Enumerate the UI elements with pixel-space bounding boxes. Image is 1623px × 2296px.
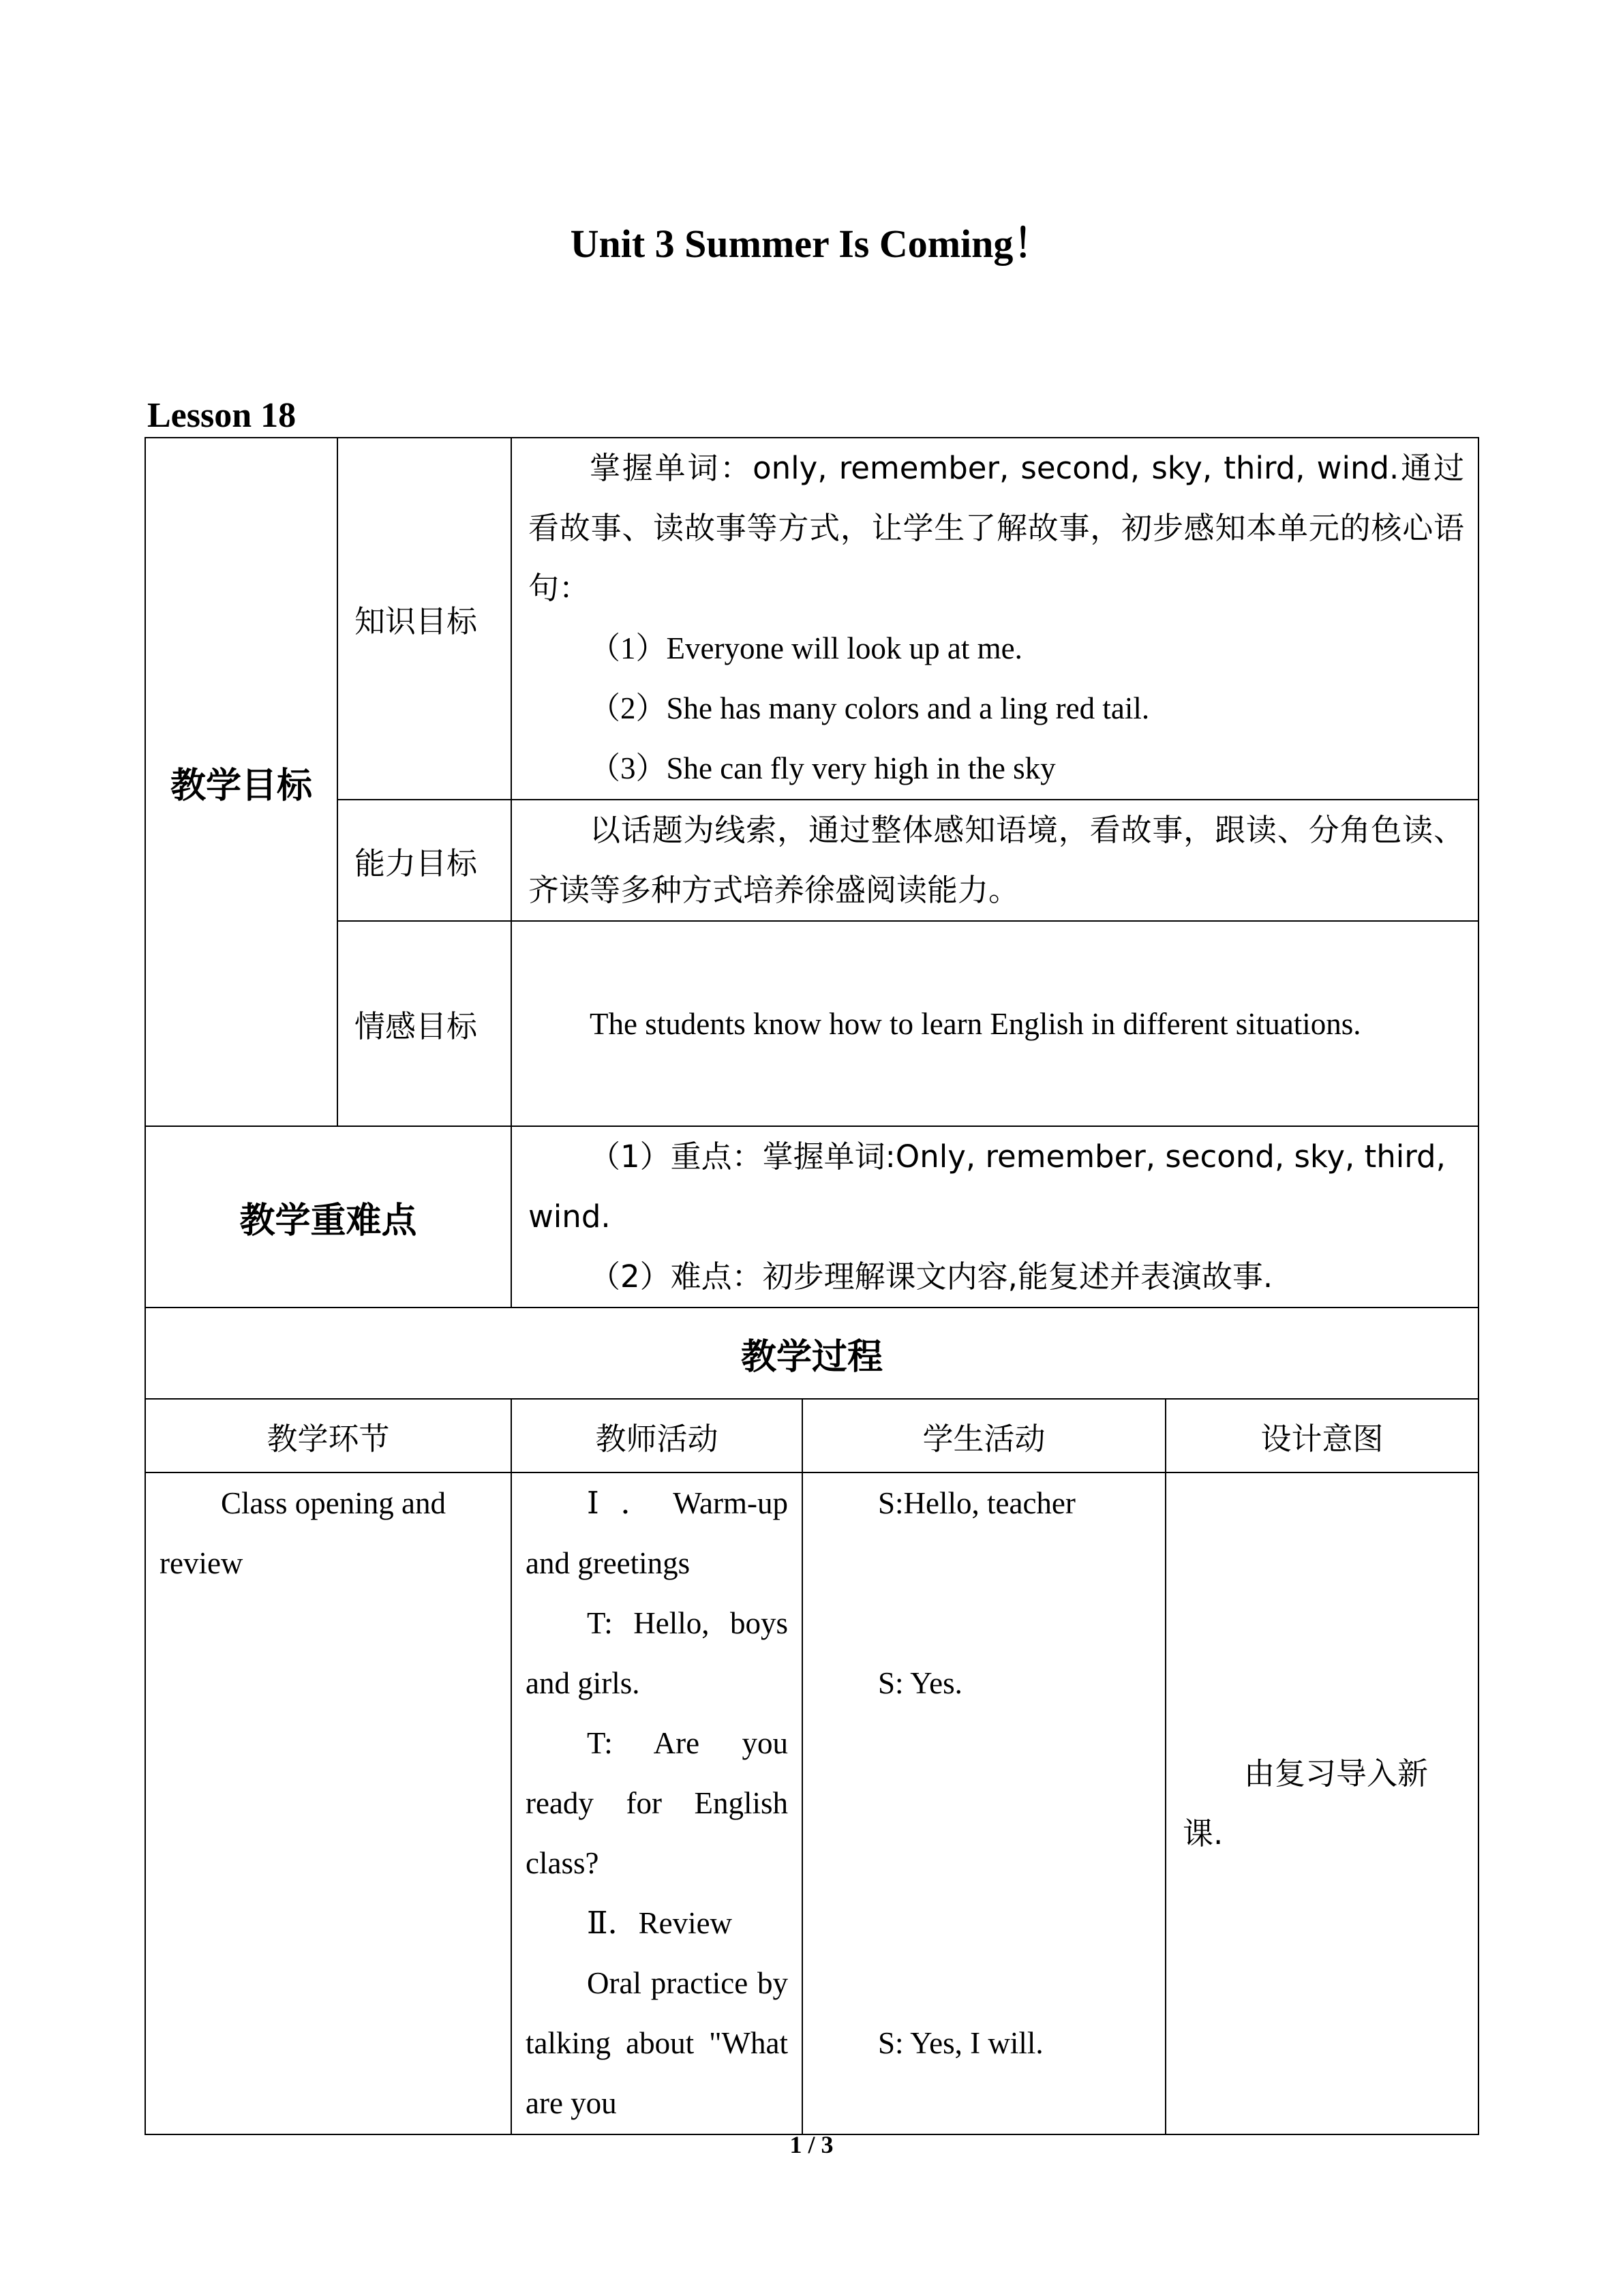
design-intent-text: 由复习导入新课.	[1183, 1755, 1429, 1852]
header-teacher-activity: 教师活动	[511, 1399, 802, 1472]
document-title: Unit 3 Summer Is Coming！	[570, 222, 1053, 266]
key-points-label: 教学重难点	[145, 1126, 511, 1308]
lesson-plan-table	[145, 437, 1479, 2135]
design-intent-cell	[1166, 1472, 1478, 2134]
page-number: 1 / 3	[789, 2131, 834, 2158]
stage-text: Class opening and review	[160, 1486, 446, 1580]
process-title-row	[145, 1308, 1478, 1399]
ability-goal-cell	[511, 800, 1478, 921]
teacher-activity-line: T: Hello, boys and girls.	[526, 1606, 788, 1700]
student-response: S:Hello, teacher	[878, 1486, 1076, 1520]
knowledge-item: （3）She can fly very high in the sky	[590, 751, 1056, 785]
emotion-goal-label: 情感目标	[337, 921, 511, 1126]
emotion-goal-text: The students know how to learn English in different situations.	[590, 1006, 1361, 1041]
teacher-activity-line: Ⅱ．Review	[587, 1906, 733, 1940]
emotion-goal-cell	[511, 921, 1478, 1126]
header-stage: 教学环节	[145, 1399, 511, 1472]
key-points-cell	[511, 1126, 1478, 1308]
objective-emotion-row	[145, 921, 1478, 1126]
teacher-activity-line: T: Are you ready for English class?	[526, 1726, 788, 1880]
teacher-activity-line: Oral practice by talking about "What are you	[526, 1966, 788, 2120]
process-header-row	[145, 1399, 1478, 1472]
ability-goal-label: 能力目标	[337, 800, 511, 921]
process-title: 教学过程	[145, 1308, 1478, 1399]
stage-cell	[145, 1472, 511, 2134]
knowledge-goal-label: 知识目标	[337, 438, 511, 800]
student-response: S: Yes, I will.	[878, 2026, 1044, 2060]
difficult-point-item: （2）难点：初步理解课文内容,能复述并表演故事.	[590, 1258, 1273, 1295]
knowledge-item: （1）Everyone will look up at me.	[590, 631, 1022, 665]
key-point-item: （1）重点：掌握单词:Only, remember, second, sky, third, wind.	[528, 1138, 1446, 1235]
objective-knowledge-row	[145, 438, 1478, 800]
header-student-activity: 学生活动	[802, 1399, 1166, 1472]
knowledge-goal-cell	[511, 438, 1478, 800]
objective-ability-row	[145, 800, 1478, 921]
teacher-activity-line: Ⅰ．Warm-up and greetings	[526, 1486, 788, 1580]
teacher-activity-cell	[511, 1472, 802, 2134]
knowledge-goal-text: 掌握单词：only, remember, second, sky, third, wind.通过看故事、读故事等方式，让学生了解故事，初步感知本单元的核心语句：	[528, 450, 1464, 606]
student-response: S: Yes.	[878, 1666, 962, 1700]
objectives-label: 教学目标	[145, 438, 337, 1126]
lesson-heading: Lesson 18	[147, 396, 297, 435]
student-activity-cell	[802, 1472, 1166, 2134]
ability-goal-text: 以话题为线索，通过整体感知语境，看故事，跟读、分角色读、齐读等多种方式培养徐盛阅读能力。	[528, 812, 1464, 908]
knowledge-item: （2）She has many colors and a ling red tail.	[590, 691, 1150, 725]
header-design-intent: 设计意图	[1166, 1399, 1478, 1472]
process-row	[145, 1472, 1478, 2134]
key-points-row	[145, 1126, 1478, 1308]
